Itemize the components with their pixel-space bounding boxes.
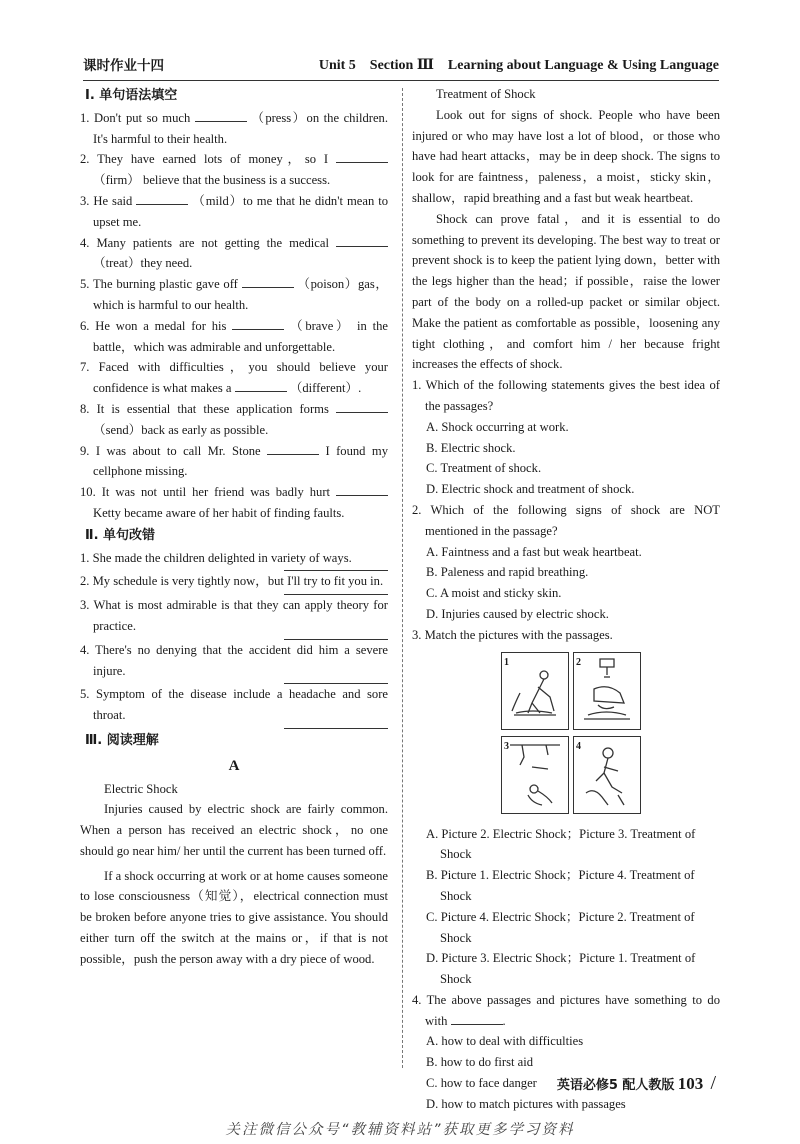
page-number: 103	[677, 1074, 704, 1093]
question-4-stem-end: .	[502, 1013, 506, 1028]
question-1-option-a: A. Shock occurring at work.	[426, 419, 569, 434]
section3-title: Ⅲ. 阅读理解	[85, 732, 159, 748]
fill-blank-item-text: 7. Faced with difficulties，you should believe your confidence is what makes a	[80, 360, 388, 396]
question-3-option-b: B. Picture 1. Electric Shock；Picture 4. Treatment of Shock	[426, 868, 695, 903]
column-divider	[402, 88, 403, 1068]
answer-blank[interactable]	[136, 192, 188, 205]
passage1-title: Electric Shock	[104, 781, 178, 796]
watermark: 关注微信公众号“教辅资料站”获取更多学习资料	[225, 1122, 575, 1138]
question-2-option-b: B. Paleness and rapid breathing.	[426, 565, 589, 580]
picture-grid	[501, 652, 641, 814]
section2-list	[80, 548, 388, 729]
picture-1	[501, 652, 569, 730]
fill-blank-item	[80, 316, 388, 358]
section1-list	[80, 108, 388, 524]
question-3-option-a: A. Picture 2. Electric Shock；Picture 3. Treatment of Shock	[426, 826, 696, 862]
answer-blank[interactable]	[336, 150, 388, 163]
first-aid-illustration-icon	[502, 653, 568, 729]
picture-3-number: 3	[504, 740, 509, 752]
header-rule	[83, 80, 719, 81]
question-1-stem: 1. Which of the following statements gives the best idea of the passages?	[412, 378, 720, 413]
answer-blank[interactable]	[232, 317, 284, 330]
fill-blank-item	[80, 357, 388, 399]
fill-blank-item-hint: Ketty became aware of her habit of finding faults.	[93, 505, 345, 520]
homework-title: 课时作业十四	[83, 58, 164, 74]
unit-title: Unit 5 Section Ⅲ Learning about Language & Using Language	[318, 58, 719, 73]
fill-blank-item	[80, 399, 388, 441]
fill-blank-item-text: 8. It is essential that these application forms	[80, 401, 336, 416]
fill-blank-item	[80, 191, 388, 233]
fill-blank-item-hint: （treat）they need.	[93, 256, 193, 271]
answer-blank[interactable]	[235, 379, 287, 392]
fill-blank-item	[80, 233, 388, 275]
passage1-para-2: If a shock occurring at work or at home causes someone to lose consciousness（知觉），electrical connection must be broken before anyone tries to give assistance. You should either turn off the switch at the mains or，if that is not possible，push the person away with a dry piece of wood.	[80, 868, 388, 966]
footer-slash: /	[710, 1072, 716, 1094]
correction-item	[80, 684, 388, 729]
right-column	[412, 84, 720, 1115]
page-header	[83, 54, 719, 76]
correction-answer-line[interactable]	[284, 629, 388, 640]
fill-blank-item-hint: （firm） believe that the business is a success.	[93, 173, 331, 188]
question-1-option-c: C. Treatment of shock.	[426, 461, 542, 476]
fill-blank-item-hint: I found my cellphone missing.	[93, 443, 388, 479]
fill-blank-item-hint: （press）on the children. It's harmful to their health.	[93, 110, 388, 146]
passage1-para-1: Injuries caused by electric shock are fairly common. When a person has received an electric shock，no one should go near him/ her until the current has been turned off.	[80, 802, 388, 858]
fill-blank-item-text: 10. It was not until her friend was badly hurt	[80, 485, 336, 500]
fill-blank-item-hint: （mild）to me that he didn't mean to upset me.	[93, 193, 388, 229]
picture-3	[501, 736, 569, 814]
picture-2	[573, 652, 641, 730]
answer-blank[interactable]	[267, 442, 319, 455]
question-1-option-d: D. Electric shock and treatment of shock.	[426, 482, 635, 497]
fill-blank-item	[80, 149, 388, 191]
answer-blank[interactable]	[195, 109, 247, 122]
fill-blank-item-text: 1. Don't put so much	[80, 110, 195, 125]
answer-blank[interactable]	[242, 275, 294, 288]
answer-blank[interactable]	[336, 483, 388, 496]
section1-title: Ⅰ. 单句语法填空	[85, 88, 178, 103]
correction-answer-line[interactable]	[284, 673, 388, 684]
water-tap-illustration-icon	[574, 653, 640, 729]
question-2-option-d: D. Injuries caused by electric shock.	[426, 606, 609, 621]
page-footer	[557, 1072, 716, 1095]
correction-item	[80, 571, 388, 595]
electric-shock-illustration-icon	[502, 737, 568, 813]
question-2-option-c: C. A moist and sticky skin.	[426, 586, 562, 601]
answer-blank[interactable]	[336, 234, 388, 247]
correction-item	[80, 595, 388, 640]
passage2-title: Treatment of Shock	[436, 87, 536, 101]
picture-4-number: 4	[576, 740, 581, 752]
question-4-answer-blank[interactable]	[451, 1012, 503, 1025]
question-2-option-a: A. Faintness and a fast but weak heartbeat.	[426, 544, 642, 559]
question-4-option-c: C. how to face danger	[426, 1076, 537, 1091]
answer-blank[interactable]	[336, 400, 388, 413]
passage2-para-2: Shock can prove fatal，and it is essential to do something to prevent its developing. The best way to treat or prevent shock is to keep the patient lying down，better with the legs higher than the head；if possible，raise the lower part of the body on a rolled-up packet or similar object. Make the patient as comfortable as possible，loosening any tight clothing，and comfort him / her because fright increases the effects of shock.	[412, 211, 720, 372]
fill-blank-item-hint: （send）back as early as possible.	[93, 422, 269, 437]
fill-blank-item-text: 5. The burning plastic gave off	[80, 277, 242, 292]
correction-item-text: 1. She made the children delighted in variety of ways.	[80, 550, 352, 565]
correction-answer-line[interactable]	[284, 718, 388, 729]
passage2-para-1: Look out for signs of shock. People who have been injured or who may have lost a lot of blood，or those who have had heart attacks，may be in deep shock. The signs to look for are faintness，paleness，a moist，sticky skin，shallow，rapid breathing and a fast but weak heartbeat.	[412, 107, 720, 205]
correction-item-text: 4. There's no denying that the accident did him a severe injure.	[80, 642, 388, 678]
question-4-option-d: D. how to match pictures with passages	[426, 1096, 626, 1111]
question-4-stem	[412, 990, 720, 1032]
correction-item	[80, 640, 388, 685]
fill-blank-item-hint: （different）.	[286, 381, 362, 396]
question-4-option-a: A. how to deal with difficulties	[426, 1034, 584, 1049]
passage-label: A	[228, 757, 240, 774]
picture-2-number: 2	[576, 656, 581, 668]
picture-4	[573, 736, 641, 814]
fill-blank-item	[80, 441, 388, 483]
resuscitation-illustration-icon	[574, 737, 640, 813]
question-4-option-b: B. how to do first aid	[426, 1055, 534, 1070]
fill-blank-item-hint: （poison）gas， which is harmful to our health.	[93, 277, 388, 312]
correction-item-text: 2. My schedule is very tightly now，but I'll try to fit you in.	[80, 574, 384, 589]
correction-item-text: 3. What is most admirable is that they can apply theory for practice.	[80, 598, 388, 633]
correction-item	[80, 548, 388, 572]
fill-blank-item-text: 3. He said	[80, 193, 137, 208]
fill-blank-item-text: 4. Many patients are not getting the medical	[80, 235, 336, 250]
fill-blank-item	[80, 108, 388, 150]
fill-blank-item-hint: （brave） in the battle，which was admirable and unforgettable.	[93, 318, 389, 354]
fill-blank-item-text: 6. He won a medal for his	[80, 318, 233, 333]
question-2-stem: 2. Which of the following signs of shock are NOT mentioned in the passage?	[412, 502, 720, 538]
question-3-option-c: C. Picture 4. Electric Shock；Picture 2. Treatment of Shock	[426, 909, 695, 945]
left-column	[80, 84, 388, 970]
fill-blank-item-text: 2. They have earned lots of money，so I	[80, 152, 336, 167]
book-label: 英语必修5 配人教版	[556, 1078, 675, 1093]
correction-item-text: 5. Symptom of the disease include a headache and sore throat.	[80, 687, 388, 723]
question-3-stem: 3. Match the pictures with the passages.	[412, 627, 613, 642]
section2-title: Ⅱ. 单句改错	[85, 527, 156, 543]
fill-blank-item	[80, 274, 388, 316]
fill-blank-item-text: 9. I was about to call Mr. Stone	[80, 443, 268, 458]
picture-1-number: 1	[504, 656, 509, 668]
question-3-option-d: D. Picture 3. Electric Shock；Picture 1. Treatment of Shock	[426, 951, 696, 987]
fill-blank-item	[80, 482, 388, 524]
question-1-option-b: B. Electric shock.	[426, 440, 516, 455]
question-4-stem-text: 4. The above passages and pictures have something to do with	[412, 992, 720, 1028]
